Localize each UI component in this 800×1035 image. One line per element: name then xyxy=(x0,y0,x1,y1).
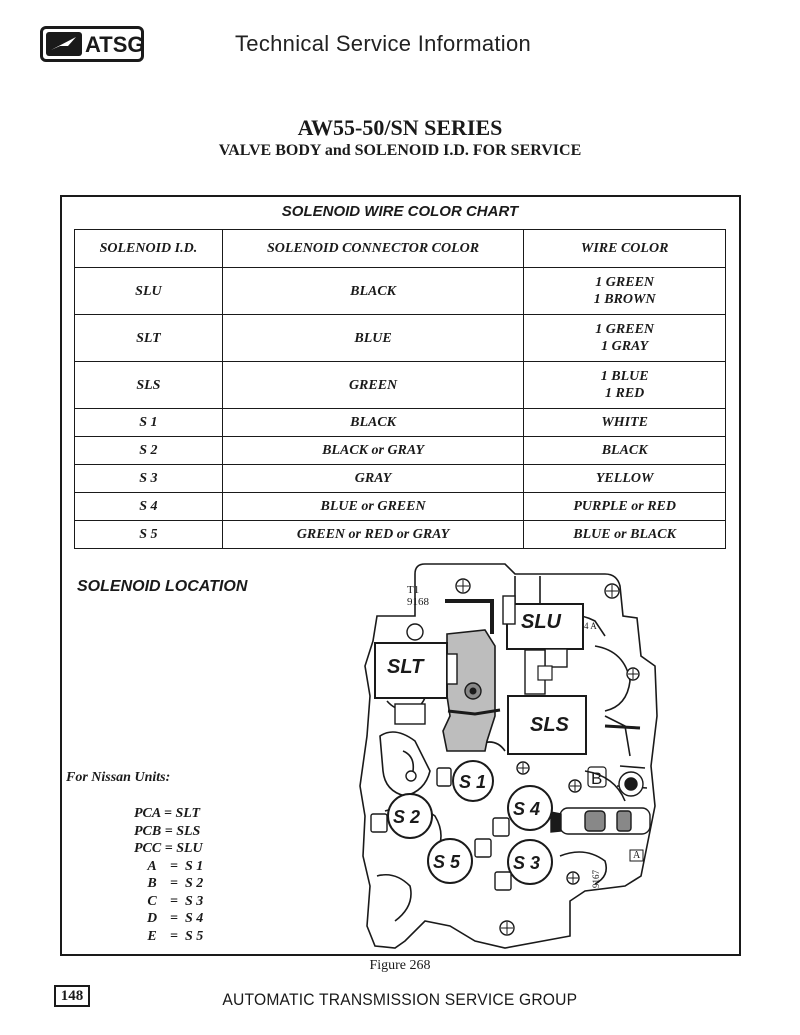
cell-id: SLT xyxy=(75,315,223,362)
label-s2: S 2 xyxy=(393,807,421,827)
label-9167: 9167 xyxy=(591,870,601,888)
mapping-row: B = S 2 xyxy=(147,876,204,891)
cell-wire: 1 BLUE 1 RED xyxy=(524,362,726,409)
label-s5: S 5 xyxy=(433,852,461,872)
col-header-id: SOLENOID I.D. xyxy=(75,230,223,268)
cell-connector: GREEN or RED or GRAY xyxy=(222,521,524,549)
wire-color-table xyxy=(74,229,726,549)
cell-connector: BLACK xyxy=(222,409,524,437)
table-header-row xyxy=(75,230,726,268)
table-row xyxy=(75,315,726,362)
mapping-row: A = S 1 xyxy=(147,858,204,874)
page-subtitle: VALVE BODY and SOLENOID I.D. FOR SERVICE xyxy=(218,142,582,159)
mapping-row: D = S 4 xyxy=(146,911,204,926)
solenoid-location-title: SOLENOID LOCATION xyxy=(77,578,248,595)
valve-body-diagram xyxy=(355,556,665,951)
mapping-row: PCB = SLS xyxy=(134,823,201,839)
nissan-mapping xyxy=(134,806,203,946)
cell-wire: PURPLE or RED xyxy=(524,493,726,521)
header-title: Technical Service Information xyxy=(235,31,532,56)
label-b: B xyxy=(591,769,603,788)
mapping-row: PCC = SLU xyxy=(134,841,203,856)
cell-id: S 1 xyxy=(75,409,223,437)
cell-id: S 4 xyxy=(75,493,223,521)
logo-text: ATSG xyxy=(85,32,145,57)
mapping-row: C = S 3 xyxy=(147,893,204,909)
label-slu: SLU xyxy=(521,611,561,633)
table-row xyxy=(75,362,726,409)
chart-title: SOLENOID WIRE COLOR CHART xyxy=(281,203,519,220)
cell-wire: BLUE or BLACK xyxy=(524,521,726,549)
page-number: 148 xyxy=(54,985,90,1007)
cell-connector: BLUE xyxy=(222,315,524,362)
label-4a: 4 A xyxy=(584,621,597,631)
cell-id: SLS xyxy=(75,362,223,409)
cell-wire: YELLOW xyxy=(524,465,726,493)
cell-wire: WHITE xyxy=(524,409,726,437)
cell-id: S 2 xyxy=(75,437,223,465)
footer: AUTOMATIC TRANSMISSION SERVICE GROUP xyxy=(222,990,578,1009)
cell-connector: BLACK or GRAY xyxy=(222,437,524,465)
table-row xyxy=(75,465,726,493)
label-a: A xyxy=(633,850,641,861)
cell-id: S 5 xyxy=(75,521,223,549)
solenoid-sls xyxy=(508,650,586,754)
label-s4: S 4 xyxy=(513,799,541,819)
table-row xyxy=(75,437,726,465)
cell-connector: GRAY xyxy=(222,465,524,493)
label-s3: S 3 xyxy=(513,853,541,873)
table-row xyxy=(75,521,726,549)
label-slt: SLT xyxy=(387,656,424,678)
cell-connector: BLUE or GREEN xyxy=(222,493,524,521)
label-9168: 9168 xyxy=(407,596,429,608)
col-header-connector: SOLENOID CONNECTOR COLOR xyxy=(222,230,524,268)
table-row xyxy=(75,409,726,437)
label-sls: SLS xyxy=(530,714,569,736)
label-s1: S 1 xyxy=(459,772,487,792)
col-header-wire: WIRE COLOR xyxy=(524,230,726,268)
nissan-heading: For Nissan Units: xyxy=(66,770,171,785)
cell-id: SLU xyxy=(75,268,223,315)
cell-id: S 3 xyxy=(75,465,223,493)
cell-wire: BLACK xyxy=(524,437,726,465)
mapping-row: PCA = SLT xyxy=(134,806,201,821)
logo-emblem-icon xyxy=(46,32,82,56)
cell-wire: 1 GREEN 1 GRAY xyxy=(524,315,726,362)
page-title: AW55-50/SN SERIES xyxy=(297,115,503,140)
table-row xyxy=(75,493,726,521)
mapping-row: E = S 5 xyxy=(147,928,204,944)
cell-connector: BLACK xyxy=(222,268,524,315)
figure-caption: Figure 268 xyxy=(369,958,431,973)
cell-connector: GREEN xyxy=(222,362,524,409)
table-row xyxy=(75,268,726,315)
label-t1: T1 xyxy=(407,584,420,596)
atsg-logo xyxy=(40,26,144,62)
cell-wire: 1 GREEN 1 BROWN xyxy=(524,268,726,315)
